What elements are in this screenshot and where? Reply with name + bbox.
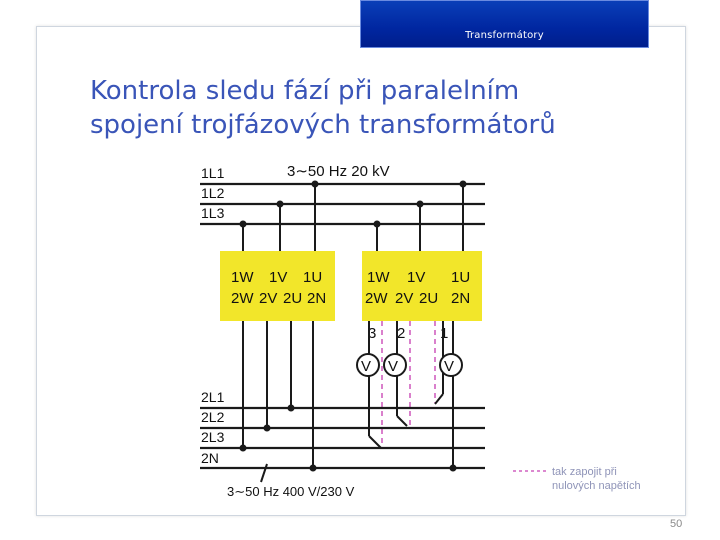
title-line-2: spojení trojfázových transformátorů [90,110,556,140]
t1-label-1U: 1U [303,269,323,286]
bus-label-1L3: 1L3 [201,205,225,221]
neutral-earth-arrow [261,464,267,482]
t1-secondary-lines [243,321,313,466]
secondary-junctions [240,405,457,472]
header-tab [360,0,649,48]
t1-label-1W: 1W [231,269,254,286]
supply-bottom-label: 3∼50 Hz 400 V/230 V [227,484,355,499]
t1-label-1V: 1V [269,269,288,286]
phase-label-1: 1 [440,325,449,342]
supply-top-label: 3∼50 Hz 20 kV [287,163,390,180]
t2-label-1W: 1W [367,269,390,286]
t2-label-1U: 1U [451,269,471,286]
bus-label-2L3: 2L3 [201,429,225,445]
t1-label-2U: 2U [283,290,303,307]
circuit-svg [195,158,665,503]
t2-label-2U: 2U [419,290,439,307]
t2-label-2W: 2W [365,290,388,307]
legend-text-line-2: nulových napětích [552,480,641,492]
bus-label-2L1: 2L1 [201,389,225,405]
t2-label-2V: 2V [395,290,414,307]
primary-feeders [243,184,463,251]
bus-label-1L1: 1L1 [201,165,225,181]
t1-label-2V: 2V [259,290,278,307]
voltmeter-symbol-2: V [388,358,399,375]
top-bus-bars [200,184,485,224]
bus-label-1L2: 1L2 [201,185,225,201]
bus-label-2L2: 2L2 [201,409,225,425]
t2-label-1V: 1V [407,269,426,286]
circuit-diagram [195,158,665,503]
t2-label-2N: 2N [451,290,471,307]
transformer-1 [220,251,335,321]
title-line-1: Kontrola sledu fází při paralelním [90,76,520,106]
bus-label-2N: 2N [201,450,219,466]
legend-text-line-1: tak zapojit při [552,466,617,478]
header-tab-label: Transformátory [465,30,544,41]
voltmeter-symbol-3: V [444,358,455,375]
phase-label-2: 2 [397,325,406,342]
page-number: 50 [670,518,683,530]
t1-label-2N: 2N [307,290,327,307]
transformer-2 [362,251,482,321]
voltmeter-symbol-1: V [361,358,372,375]
slide-title [90,74,680,142]
phase-label-3: 3 [368,325,377,342]
t1-label-2W: 2W [231,290,254,307]
